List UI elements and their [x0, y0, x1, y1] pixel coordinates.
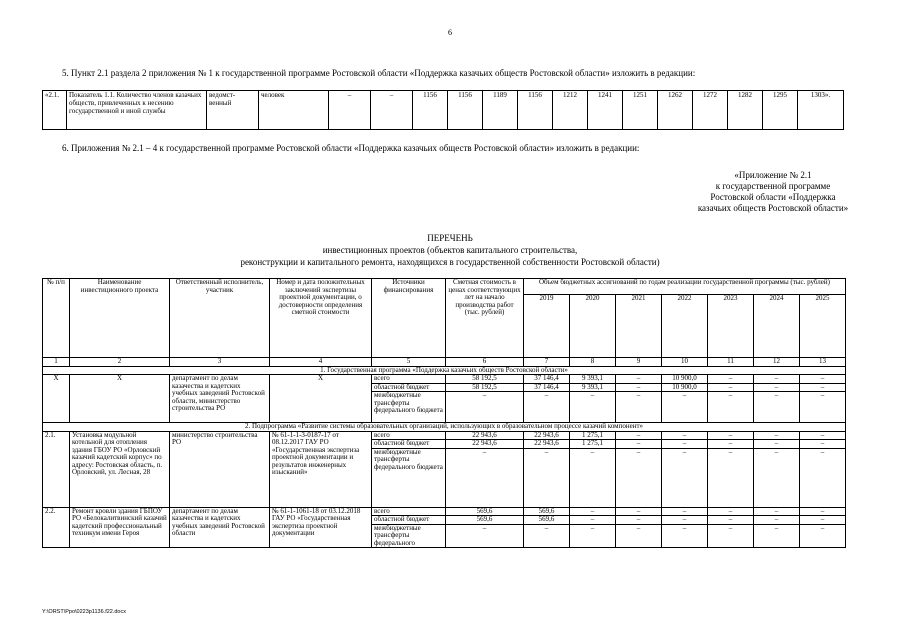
row-expertise: № 61-1-1-3-0187-17 от 08.12.2017 ГАУ РО «Государственная экспертиза проектной документации и результатов инженерных изысканий»	[270, 431, 372, 507]
header-year: 2021	[616, 295, 662, 358]
table-row	[43, 375, 846, 384]
row-value: –	[570, 516, 616, 525]
indicator-num: «2.1.	[43, 91, 67, 130]
column-number: 11	[708, 358, 754, 367]
row-cost: –	[446, 448, 524, 507]
indicator-value: 1189	[483, 91, 518, 130]
row-value: 569,6	[524, 516, 570, 525]
appendix-line: к государственной программе	[715, 181, 831, 191]
row-num: X	[43, 375, 70, 423]
row-executor: министерство строительства РО	[170, 431, 270, 507]
row-cost: –	[446, 392, 524, 423]
row-value: –	[662, 431, 708, 440]
indicator-value: 1241	[588, 91, 623, 130]
row-value: –	[708, 524, 754, 548]
header-year: 2020	[570, 295, 616, 358]
row-source: областной бюджет	[372, 440, 446, 449]
row-value: –	[708, 431, 754, 440]
row-value: 22 943,6	[524, 431, 570, 440]
row-value: –	[754, 440, 800, 449]
row-value: –	[708, 383, 754, 392]
row-value: –	[800, 516, 846, 525]
appendix-line: казачьих обществ Ростовской области»	[697, 203, 849, 213]
row-value: –	[662, 516, 708, 525]
section-row	[43, 423, 846, 432]
row-value: 1 275,1	[570, 440, 616, 449]
table-row	[43, 431, 846, 440]
row-value: –	[570, 448, 616, 507]
row-value: –	[662, 507, 708, 516]
indicator-dash: –	[329, 91, 371, 130]
row-value: 10 900,0	[662, 375, 708, 384]
row-num: 2.1.	[43, 431, 70, 507]
row-value: –	[524, 448, 570, 507]
row-expertise: № 61-1-1061-18 от 03.12.2018 ГАУ РО «Государственная экспертиза проектной документации	[270, 507, 372, 548]
column-number: 5	[372, 358, 446, 367]
header-year: 2025	[800, 295, 846, 358]
indicator-type: ведомст-венный	[207, 91, 259, 130]
row-expertise: X	[270, 375, 372, 423]
indicator-value: 1251	[623, 91, 658, 130]
row-value: –	[708, 392, 754, 423]
paragraph-5: 5. Пункт 2.1 раздела 2 приложения № 1 к государственной программе Ростовской области «Поддержка казачьих обществ Ростовской области» изложить в редакции:	[62, 68, 696, 78]
indicator-value: 1156	[413, 91, 448, 130]
table-row	[43, 507, 846, 516]
header-year: 2023	[708, 295, 754, 358]
row-value: –	[754, 524, 800, 548]
row-value: –	[754, 383, 800, 392]
row-value: –	[662, 440, 708, 449]
column-number: 7	[524, 358, 570, 367]
row-name: Установка модульной котельной для отопления здания ГБОУ РО «Орловский казачий кадетский корпус» по адресу: Ростовская область, п. Орловский, ул. Лесная, 28	[70, 431, 170, 507]
column-number: 1	[43, 358, 70, 367]
row-value: –	[524, 524, 570, 548]
row-value: –	[616, 383, 662, 392]
row-cost: 58 192,5	[446, 383, 524, 392]
title-line: инвестиционных проектов (объектов капитального строительства,	[322, 245, 578, 255]
header-year: 2019	[524, 295, 570, 358]
row-value: –	[800, 392, 846, 423]
row-source: всего	[372, 507, 446, 516]
row-cost: 569,6	[446, 516, 524, 525]
column-number: 8	[570, 358, 616, 367]
row-value: 37 146,4	[524, 375, 570, 384]
row-value: –	[800, 524, 846, 548]
row-value: –	[616, 507, 662, 516]
column-number: 9	[616, 358, 662, 367]
appendix-line: «Приложение № 2.1	[734, 170, 812, 180]
indicator-table	[42, 90, 844, 130]
column-number: 2	[70, 358, 170, 367]
column-number: 3	[170, 358, 270, 367]
indicator-unit: человек	[259, 91, 329, 130]
header-year: 2022	[662, 295, 708, 358]
header-cost: Сметная стоимость в ценах соответствующих лет на начало производства работ (тыс. рублей)	[446, 279, 524, 358]
row-value: –	[708, 516, 754, 525]
indicator-name: Показатель 1.1. Количество членов казачьих обществ, привлеченных к несению государственной и иной службы	[67, 91, 207, 130]
row-value: –	[662, 448, 708, 507]
indicator-value: 1262	[658, 91, 693, 130]
row-value: 22 943,6	[524, 440, 570, 449]
indicator-dash: –	[371, 91, 413, 130]
row-executor: департамент по делам казачества и кадетских учебных заведений Ростовской области	[170, 507, 270, 548]
row-source: всего	[372, 375, 446, 384]
row-value: –	[616, 448, 662, 507]
row-name: Ремонт кровли здания ГБПОУ РО «Белокалитвинский казачий кадетский профессиональный техникум имени Героя	[70, 507, 170, 548]
page-number: 6	[448, 28, 452, 37]
row-source: всего	[372, 431, 446, 440]
header-year: 2024	[754, 295, 800, 358]
row-value: –	[800, 507, 846, 516]
file-path-footer: Y:\ORST\Ppo\0223p1136.f22.docx	[42, 609, 126, 615]
row-value: –	[616, 431, 662, 440]
title-line: реконструкции и капитального ремонта, находящихся в государственной собственности Ростовской области)	[240, 257, 660, 267]
indicator-value: 1156	[448, 91, 483, 130]
row-source: межбюджетные трансферты федерального бюджета	[372, 392, 446, 423]
column-number: 10	[662, 358, 708, 367]
indicator-value: 1303».	[798, 91, 844, 130]
row-cost: 58 192,5	[446, 375, 524, 384]
row-source: областной бюджет	[372, 383, 446, 392]
section-row	[43, 366, 846, 375]
row-value: –	[616, 516, 662, 525]
row-value: 10 900,0	[662, 383, 708, 392]
row-value: –	[570, 507, 616, 516]
header-num: № п/п	[43, 279, 70, 358]
column-number: 13	[800, 358, 846, 367]
row-source: областной бюджет	[372, 516, 446, 525]
header-executor: Ответственный исполнитель, участник	[170, 279, 270, 358]
header-volume: Объем бюджетных ассигнований по годам реализации государственной программы (тыс. рублей)	[524, 279, 846, 295]
row-cost: 569,6	[446, 507, 524, 516]
row-value: –	[708, 375, 754, 384]
header-sources: Источники финансирования	[372, 279, 446, 358]
appendix-line: Ростовской области «Поддержка	[710, 192, 836, 202]
row-cost: 22 943,6	[446, 431, 524, 440]
row-value: –	[754, 516, 800, 525]
row-value: 9 393,1	[570, 383, 616, 392]
row-value: –	[754, 448, 800, 507]
row-value: –	[800, 440, 846, 449]
row-value: –	[616, 375, 662, 384]
row-value: –	[708, 507, 754, 516]
row-num: 2.2.	[43, 507, 70, 548]
row-value: –	[800, 448, 846, 507]
column-number: 4	[270, 358, 372, 367]
row-name: X	[70, 375, 170, 423]
row-source: межбюджетные трансферты федерального	[372, 524, 446, 548]
document-title	[200, 232, 700, 268]
projects-table	[42, 278, 846, 548]
row-value: –	[708, 440, 754, 449]
row-value: –	[616, 392, 662, 423]
row-value: –	[754, 375, 800, 384]
row-value: 569,6	[524, 507, 570, 516]
row-executor: департамент по делам казачества и кадетских учебных заведений Ростовской области, министерство строительства РО	[170, 375, 270, 423]
row-value: –	[754, 392, 800, 423]
indicator-value: 1282	[728, 91, 763, 130]
row-value: 1 275,1	[570, 431, 616, 440]
column-numbers-row	[43, 358, 846, 367]
appendix-heading	[650, 170, 896, 214]
row-value: –	[754, 507, 800, 516]
row-value: –	[570, 392, 616, 423]
row-value: –	[662, 392, 708, 423]
row-value: 9 393,1	[570, 375, 616, 384]
header-row	[43, 279, 846, 295]
row-value: –	[800, 431, 846, 440]
indicator-value: 1272	[693, 91, 728, 130]
row-value: –	[570, 524, 616, 548]
row-value: –	[616, 440, 662, 449]
indicator-row	[43, 91, 844, 130]
indicator-value: 1156	[518, 91, 553, 130]
row-value: –	[662, 524, 708, 548]
header-expertise: Номер и дата положительных заключений экспертизы проектной документации, о достоверности определения сметной стоимости	[270, 279, 372, 358]
row-cost: –	[446, 524, 524, 548]
row-value: –	[708, 448, 754, 507]
section-1-heading: 1. Государственная программа «Поддержка казачьих обществ Ростовской области»	[43, 366, 846, 375]
row-value: –	[800, 383, 846, 392]
row-cost: 22 943,6	[446, 440, 524, 449]
header-name: Наименование инвестиционного проекта	[70, 279, 170, 358]
indicator-value: 1212	[553, 91, 588, 130]
indicator-value: 1295	[763, 91, 798, 130]
title-line: ПЕРЕЧЕНЬ	[427, 233, 473, 243]
row-value: 37 146,4	[524, 383, 570, 392]
column-number: 12	[754, 358, 800, 367]
row-value: –	[524, 392, 570, 423]
row-value: –	[616, 524, 662, 548]
paragraph-6: 6. Приложения № 2.1 – 4 к государственной программе Ростовской области «Поддержка казачьих обществ Ростовской области» изложить в редакции:	[62, 143, 640, 153]
column-number: 6	[446, 358, 524, 367]
row-value: –	[800, 375, 846, 384]
row-source: межбюджетные трансферты федерального бюджета	[372, 448, 446, 507]
row-value: –	[754, 431, 800, 440]
section-2-heading: 2. Подпрограмма «Развитие системы образовательных организаций, использующих в образовательном процессе казачий компонент»	[43, 423, 846, 432]
